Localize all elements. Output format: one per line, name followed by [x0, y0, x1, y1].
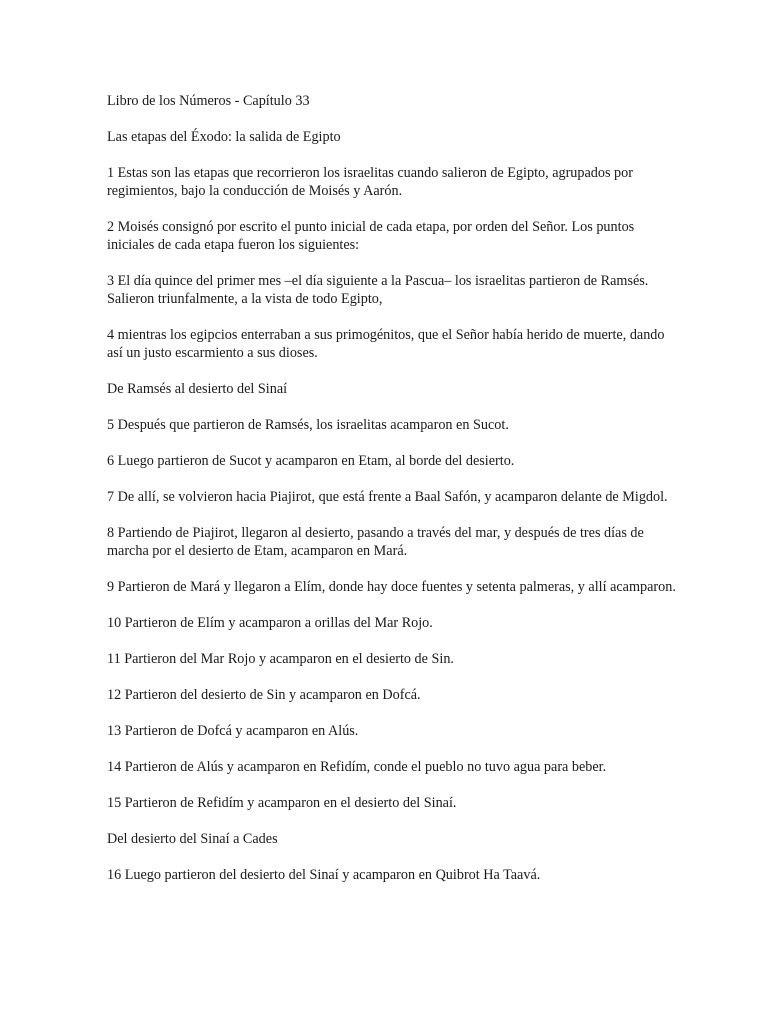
- document-page: [107, 92, 677, 902]
- verse-5: 5 Después que partieron de Ramsés, los israelitas acamparon en Sucot.: [107, 417, 509, 433]
- verse-7: 7 De allí, se volvieron hacia Piajirot, que está frente a Baal Safón, y acamparon delante de Migdol.: [107, 489, 668, 505]
- verse-4: 4 mientras los egipcios enterraban a sus primogénitos, que el Señor había herido de muerte, dando así un justo escarmiento a sus dioses.: [107, 327, 665, 361]
- verse-16: 16 Luego partieron del desierto del Sinaí y acamparon en Quibrot Ha Taavá.: [107, 867, 541, 883]
- section-heading-1: De Ramsés al desierto del Sinaí: [107, 381, 288, 397]
- verse-2: 2 Moisés consignó por escrito el punto inicial de cada etapa, por orden del Señor. Los puntos iniciales de cada etapa fueron los siguientes:: [107, 219, 635, 253]
- verse-12: 12 Partieron del desierto de Sin y acamparon en Dofcá.: [107, 687, 421, 703]
- verse-14: 14 Partieron de Alús y acamparon en Refidím, conde el pueblo no tuvo agua para beber.: [107, 759, 607, 775]
- verse-9: 9 Partieron de Mará y llegaron a Elím, donde hay doce fuentes y setenta palmeras, y allí acamparon.: [107, 579, 676, 595]
- verse-8: 8 Partiendo de Piajirot, llegaron al desierto, pasando a través del mar, y después de tres días de marcha por el desierto de Etam, acamparon en Mará.: [107, 525, 644, 559]
- verse-15: 15 Partieron de Refidím y acamparon en el desierto del Sinaí.: [107, 795, 457, 811]
- verse-3: 3 El día quince del primer mes –el día siguiente a la Pascua– los israelitas partieron de Ramsés. Salieron triunfalmente, a la vista de todo Egipto,: [107, 273, 649, 307]
- document-title: Libro de los Números - Capítulo 33: [107, 93, 310, 109]
- chapter-subtitle: Las etapas del Éxodo: la salida de Egipto: [107, 129, 341, 145]
- verse-11: 11 Partieron del Mar Rojo y acamparon en el desierto de Sin.: [107, 651, 454, 667]
- verse-1: 1 Estas son las etapas que recorrieron los israelitas cuando salieron de Egipto, agrupados por regimientos, bajo la conducción de Moisés y Aarón.: [107, 165, 633, 199]
- verse-13: 13 Partieron de Dofcá y acamparon en Alús.: [107, 723, 359, 739]
- section-heading-2: Del desierto del Sinaí a Cades: [107, 831, 278, 847]
- verse-6: 6 Luego partieron de Sucot y acamparon en Etam, al borde del desierto.: [107, 453, 515, 469]
- verse-10: 10 Partieron de Elím y acamparon a orillas del Mar Rojo.: [107, 615, 433, 631]
